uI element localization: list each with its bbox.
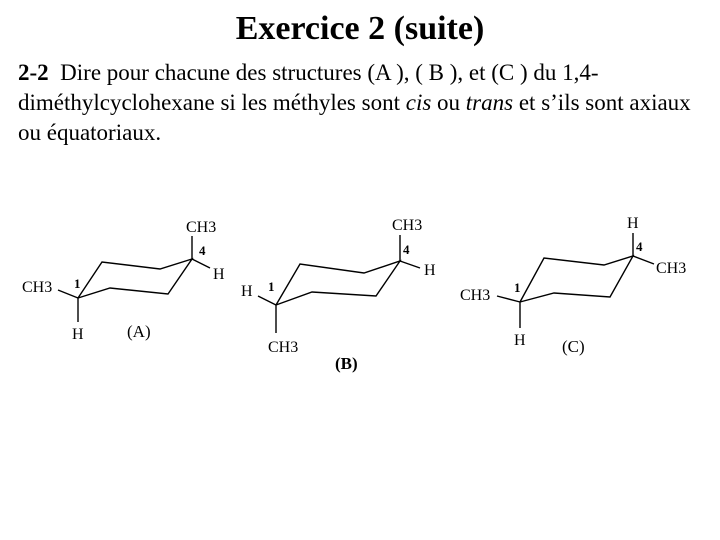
c1-down-substituent-c: H (514, 332, 526, 349)
structure-label-b: (B) (335, 354, 358, 373)
c1-number-a: 1 (74, 276, 81, 291)
structure-label-c: (C) (562, 337, 585, 356)
bond-c4-right-c (633, 256, 654, 264)
question-text-after: et s’ils sont axiaux ou équatoriaux. (18, 90, 691, 145)
bond-c1-left-a (58, 290, 78, 298)
structure-label-a: (A) (127, 322, 151, 341)
bond-c4-right-b (400, 261, 420, 268)
c4-number-b: 4 (403, 242, 410, 257)
c4-up-substituent-b: CH3 (392, 217, 423, 234)
c4-right-substituent-b: H (424, 262, 436, 279)
chair-ring-a (78, 259, 192, 298)
c1-left-substituent-c: CH3 (460, 287, 491, 304)
c4-up-substituent-a: CH3 (186, 219, 217, 236)
structure-b (241, 217, 436, 373)
c1-left-substituent-b: H (241, 283, 253, 300)
c4-right-substituent-c: CH3 (656, 260, 687, 277)
c1-number-b: 1 (268, 279, 275, 294)
question-number: 2-2 (18, 60, 49, 85)
bond-c1-left-c (497, 296, 520, 302)
bond-c1-left-b (258, 296, 276, 305)
c4-number-c: 4 (636, 239, 643, 254)
structure-a (22, 219, 225, 343)
c1-down-substituent-a: H (72, 326, 84, 343)
question-text-before: Dire pour chacune des structures (A ), ( B ), et (C ) du 1,4-diméthylcyclohexane si les méthyles sont (18, 60, 599, 115)
c4-up-substituent-c: H (627, 215, 639, 232)
chair-ring-b (276, 261, 400, 305)
c4-right-substituent-a: H (213, 266, 225, 283)
trans-word: trans (465, 90, 514, 115)
structure-c (460, 215, 686, 356)
question-text-between: ou (431, 90, 466, 115)
chair-ring-c (520, 256, 633, 302)
c4-number-a: 4 (199, 243, 206, 258)
c1-left-substituent-a: CH3 (22, 279, 53, 296)
cis-word: cis (405, 90, 432, 115)
c1-number-c: 1 (514, 280, 521, 295)
bond-c4-right-a (192, 259, 210, 268)
c1-down-substituent-b: CH3 (268, 339, 299, 356)
slide-title: Exercice 2 (suite) (235, 10, 485, 47)
